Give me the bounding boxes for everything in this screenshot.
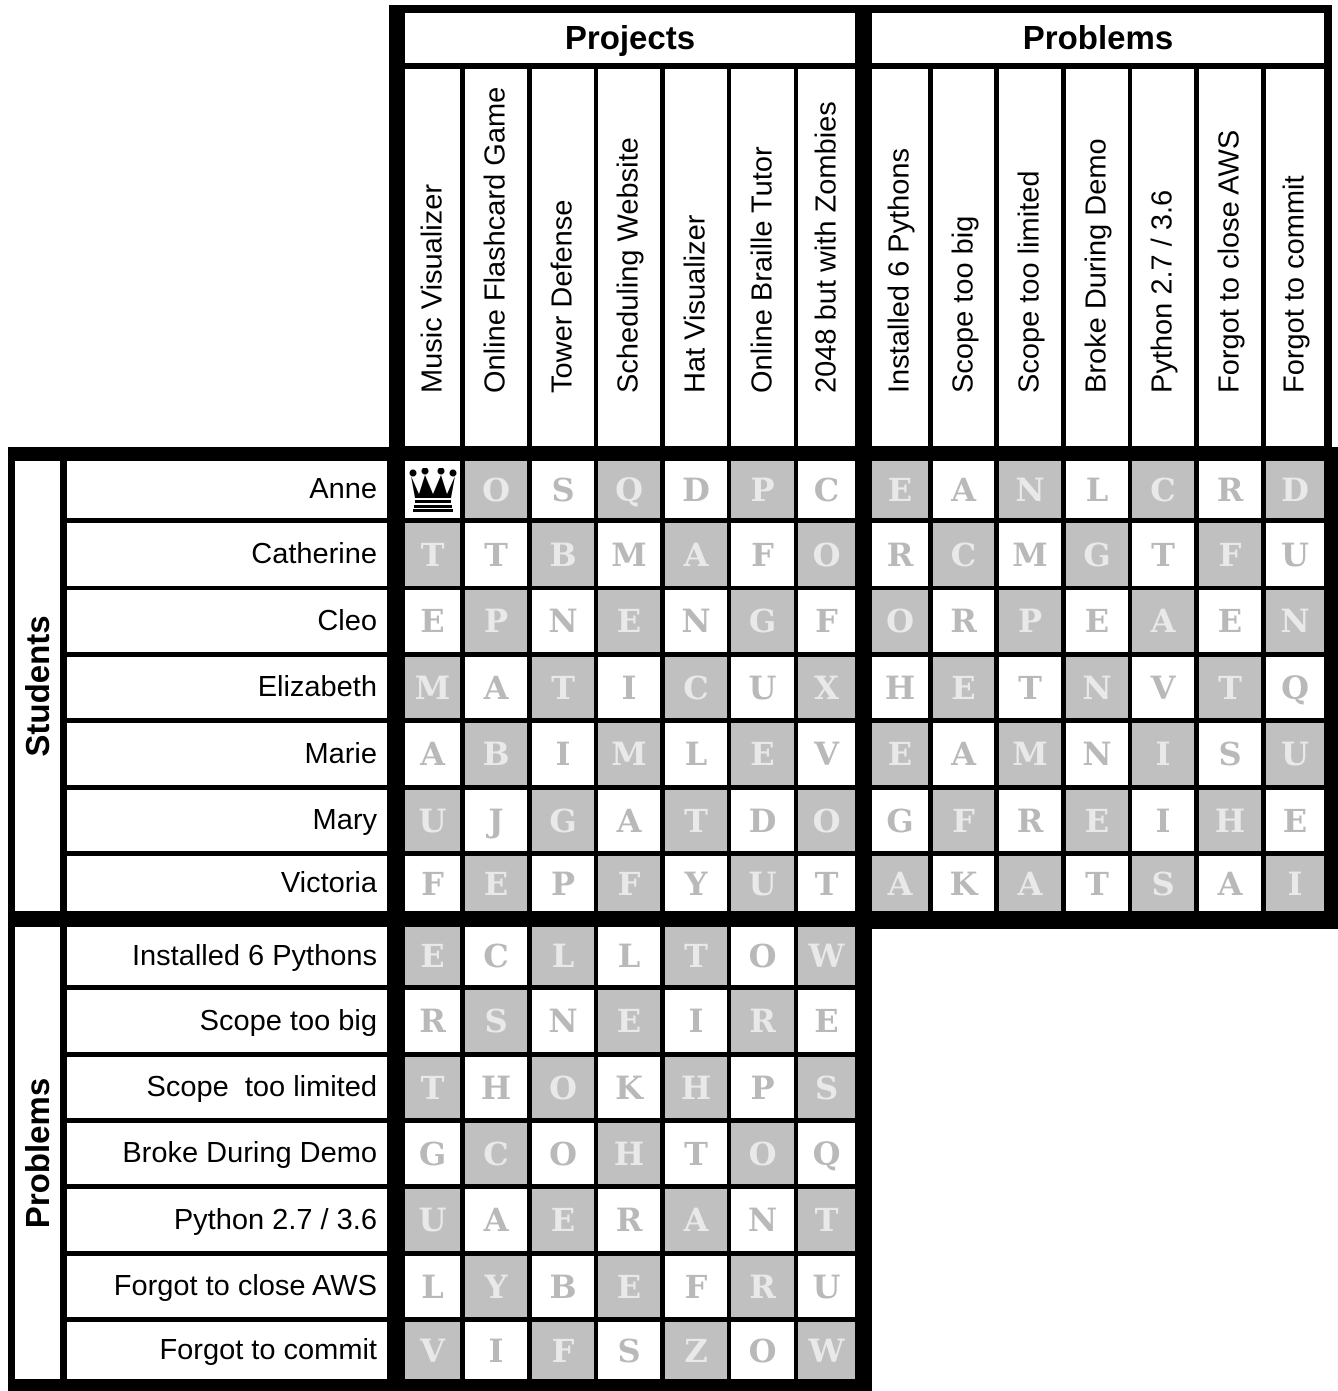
grid-cell[interactable]: C <box>465 927 527 985</box>
grid-cell[interactable]: Q <box>798 1123 855 1184</box>
grid-cell[interactable]: O <box>731 1123 794 1184</box>
column-header <box>798 69 855 446</box>
grid-cell[interactable]: T <box>665 790 727 851</box>
grid-cell[interactable]: I <box>465 1322 527 1379</box>
grid-cell[interactable]: A <box>1199 856 1261 911</box>
grid-cell[interactable]: A <box>465 657 527 718</box>
grid-cell[interactable]: Y <box>465 1256 527 1317</box>
grid-cell[interactable]: M <box>999 523 1061 586</box>
grid-cell[interactable]: M <box>598 723 660 785</box>
column-header-label: Music Visualizer <box>416 184 448 393</box>
column-header-label: Installed 6 Pythons <box>883 147 916 393</box>
row-header: Anne <box>67 461 387 518</box>
column-header <box>1199 69 1261 446</box>
grid-cell[interactable]: O <box>798 790 855 851</box>
column-header <box>405 69 460 446</box>
column-header <box>665 69 727 446</box>
grid-cell[interactable]: W <box>798 1322 855 1379</box>
grid-cell[interactable]: O <box>532 1123 594 1184</box>
grid-cell[interactable]: V <box>1132 657 1194 718</box>
row-header: Python 2.7 / 3.6 <box>67 1189 387 1251</box>
grid-cell[interactable]: U <box>1266 523 1324 586</box>
grid-cell[interactable]: E <box>1266 790 1324 851</box>
grid-cell[interactable]: T <box>999 657 1061 718</box>
grid-cell[interactable]: N <box>999 461 1061 518</box>
grid-cell[interactable]: V <box>798 723 855 785</box>
grid-cell[interactable]: U <box>798 1256 855 1317</box>
grid-cell[interactable]: F <box>1199 523 1261 586</box>
grid-cell[interactable]: A <box>665 1189 727 1251</box>
grid-cell[interactable]: R <box>1199 461 1261 518</box>
grid-cell[interactable]: R <box>933 590 994 652</box>
grid-cell[interactable]: E <box>598 990 660 1052</box>
grid-cell[interactable]: T <box>1132 523 1194 586</box>
column-header-label: Forgot to commit <box>1278 175 1311 393</box>
grid-cell[interactable]: F <box>598 856 660 911</box>
grid-cell[interactable]: I <box>1132 723 1194 785</box>
grid-cell[interactable]: S <box>1132 856 1194 911</box>
grid-cell[interactable]: E <box>798 990 855 1052</box>
column-header-label: Online Flashcard Game <box>479 86 512 393</box>
grid-cell[interactable]: K <box>598 1057 660 1118</box>
grid-cell[interactable]: E <box>933 657 994 718</box>
grid-cell[interactable]: T <box>798 856 855 911</box>
column-header-label: Python 2.7 / 3.6 <box>1146 189 1179 393</box>
grid-cell[interactable]: I <box>598 657 660 718</box>
column-header <box>999 69 1061 446</box>
grid-cell[interactable]: O <box>465 461 527 518</box>
row-header: Cleo <box>67 590 387 652</box>
column-header <box>1132 69 1194 446</box>
grid-cell[interactable]: M <box>999 723 1061 785</box>
grid-cell[interactable]: C <box>933 523 994 586</box>
grid-cell[interactable]: E <box>1066 590 1128 652</box>
grid-cell[interactable]: T <box>405 523 460 586</box>
grid-cell[interactable]: I <box>1132 790 1194 851</box>
projects-group-title: Projects <box>405 13 855 63</box>
grid-cell[interactable]: N <box>665 590 727 652</box>
grid-cell[interactable]: T <box>465 523 527 586</box>
grid-cell[interactable]: L <box>405 1256 460 1317</box>
column-header-label: Forgot to close AWS <box>1213 129 1246 393</box>
grid-cell[interactable]: Q <box>1266 657 1324 718</box>
grid-cell[interactable]: P <box>532 856 594 911</box>
grid-cell[interactable]: T <box>798 1189 855 1251</box>
column-header-label: Scheduling Website <box>612 137 645 393</box>
column-header <box>1066 69 1128 446</box>
column-header-label: Hat Visualizer <box>679 214 712 393</box>
grid-cell[interactable]: F <box>933 790 994 851</box>
crown-icon <box>407 468 459 512</box>
grid-cell[interactable]: I <box>532 723 594 785</box>
column-header <box>465 69 527 446</box>
grid-cell[interactable]: G <box>872 790 928 851</box>
grid-cell[interactable]: E <box>598 590 660 652</box>
grid-cell[interactable]: A <box>405 723 460 785</box>
grid-cell[interactable]: T <box>1199 657 1261 718</box>
grid-cell[interactable]: L <box>532 927 594 985</box>
column-header <box>532 69 594 446</box>
grid-cell[interactable]: S <box>798 1057 855 1118</box>
column-header <box>872 69 928 446</box>
problems-group-title: Problems <box>872 13 1324 63</box>
grid-cell[interactable]: G <box>731 590 794 652</box>
grid-cell[interactable]: H <box>872 657 928 718</box>
grid-cell[interactable]: P <box>465 590 527 652</box>
row-header: Catherine <box>67 523 387 586</box>
grid-cell[interactable]: T <box>665 927 727 985</box>
grid-cell[interactable]: P <box>731 461 794 518</box>
grid-cell[interactable]: U <box>731 856 794 911</box>
grid-cell[interactable]: I <box>665 990 727 1052</box>
column-header <box>933 69 994 446</box>
column-header <box>731 69 794 446</box>
row-header: Victoria <box>67 856 387 911</box>
grid-cell[interactable]: R <box>731 990 794 1052</box>
grid-cell[interactable]: N <box>731 1189 794 1251</box>
row-header: Forgot to commit <box>67 1322 387 1379</box>
row-header: Broke During Demo <box>67 1123 387 1184</box>
row-header: Scope too limited <box>67 1057 387 1118</box>
grid-cell[interactable]: N <box>1066 657 1128 718</box>
grid-cell[interactable]: C <box>1132 461 1194 518</box>
row-header: Scope too big <box>67 990 387 1052</box>
grid-cell[interactable]: R <box>731 1256 794 1317</box>
grid-cell[interactable]: N <box>1066 723 1128 785</box>
grid-cell[interactable]: E <box>598 1256 660 1317</box>
grid-cell[interactable]: T <box>532 657 594 718</box>
grid-cell[interactable]: T <box>665 1123 727 1184</box>
grid-cell[interactable]: F <box>798 590 855 652</box>
grid-cell[interactable]: O <box>731 927 794 985</box>
grid-cell[interactable]: P <box>731 1057 794 1118</box>
grid-cell[interactable]: N <box>532 990 594 1052</box>
grid-cell[interactable]: O <box>731 1322 794 1379</box>
grid-cell[interactable]: S <box>1199 723 1261 785</box>
grid-cell[interactable]: E <box>405 927 460 985</box>
grid-cell[interactable]: G <box>1066 523 1128 586</box>
grid-cell[interactable]: R <box>872 523 928 586</box>
column-header-label: Broke During Demo <box>1080 138 1113 393</box>
grid-cell[interactable]: E <box>1199 590 1261 652</box>
grid-cell[interactable]: S <box>532 461 594 518</box>
grid-cell[interactable]: B <box>532 1256 594 1317</box>
grid-cell[interactable]: T <box>405 1057 460 1118</box>
grid-cell[interactable]: Y <box>665 856 727 911</box>
students-side-label: Students <box>15 461 60 911</box>
row-header: Marie <box>67 723 387 785</box>
grid-cell[interactable]: L <box>665 723 727 785</box>
grid-cell[interactable]: A <box>665 523 727 586</box>
grid-cell[interactable]: O <box>798 523 855 586</box>
grid-cell[interactable]: A <box>999 856 1061 911</box>
grid-cell[interactable]: H <box>598 1123 660 1184</box>
grid-cell[interactable]: M <box>405 657 460 718</box>
grid-cell[interactable]: G <box>405 1123 460 1184</box>
grid-cell[interactable]: O <box>532 1057 594 1118</box>
column-header-label: Scope too big <box>947 215 979 393</box>
column-header-label: 2048 but with Zombies <box>810 101 842 393</box>
column-header-label: Scope too limited <box>1013 170 1046 393</box>
grid-cell[interactable]: T <box>1066 856 1128 911</box>
grid-cell[interactable]: L <box>1066 461 1128 518</box>
grid-cell[interactable]: I <box>1266 856 1324 911</box>
problems-side-label: Problems <box>15 927 60 1379</box>
grid-cell[interactable]: F <box>532 1322 594 1379</box>
grid-cell[interactable]: H <box>665 1057 727 1118</box>
grid-cell[interactable]: P <box>999 590 1061 652</box>
column-header <box>1266 69 1324 446</box>
grid-cell[interactable]: N <box>1266 590 1324 652</box>
grid-cell[interactable]: K <box>933 856 994 911</box>
grid-cell[interactable]: J <box>465 790 527 851</box>
grid-cell[interactable]: U <box>1266 723 1324 785</box>
grid-cell[interactable]: C <box>798 461 855 518</box>
grid-cell[interactable]: D <box>731 790 794 851</box>
row-header: Installed 6 Pythons <box>67 927 387 985</box>
grid-cell[interactable]: R <box>999 790 1061 851</box>
grid-cell[interactable]: R <box>598 1189 660 1251</box>
grid-cell[interactable]: C <box>465 1123 527 1184</box>
grid-cell[interactable]: A <box>933 723 994 785</box>
grid-cell[interactable]: D <box>1266 461 1324 518</box>
row-header: Mary <box>67 790 387 851</box>
grid-cell[interactable]: E <box>532 1189 594 1251</box>
grid-cell[interactable]: F <box>665 1256 727 1317</box>
grid-cell[interactable]: Z <box>665 1322 727 1379</box>
grid-cell[interactable]: E <box>1066 790 1128 851</box>
grid-cell[interactable]: H <box>465 1057 527 1118</box>
grid-cell[interactable]: O <box>872 590 928 652</box>
grid-cell[interactable]: D <box>665 461 727 518</box>
grid-cell[interactable]: A <box>872 856 928 911</box>
grid-cell[interactable]: S <box>598 1322 660 1379</box>
grid-cell[interactable]: W <box>798 927 855 985</box>
grid-cell[interactable]: H <box>1199 790 1261 851</box>
row-header: Forgot to close AWS <box>67 1256 387 1317</box>
grid-cell[interactable]: N <box>532 590 594 652</box>
grid-cell[interactable]: V <box>405 1322 460 1379</box>
grid-cell[interactable]: F <box>731 523 794 586</box>
row-header: Elizabeth <box>67 657 387 718</box>
grid-cell[interactable]: C <box>665 657 727 718</box>
grid-cell[interactable]: A <box>1132 590 1194 652</box>
grid-cell[interactable]: M <box>598 523 660 586</box>
grid-cell[interactable]: A <box>465 1189 527 1251</box>
grid-cell[interactable]: B <box>465 723 527 785</box>
grid-cell[interactable]: G <box>532 790 594 851</box>
grid-cell[interactable]: L <box>598 927 660 985</box>
grid-cell[interactable]: E <box>872 461 928 518</box>
grid-cell-crown[interactable] <box>405 461 460 518</box>
grid-cell[interactable]: U <box>405 1189 460 1251</box>
grid-cell[interactable]: Q <box>598 461 660 518</box>
grid-cell[interactable]: B <box>532 523 594 586</box>
grid-cell[interactable]: S <box>465 990 527 1052</box>
grid-cell[interactable]: A <box>598 790 660 851</box>
grid-cell[interactable]: A <box>933 461 994 518</box>
grid-cell[interactable]: E <box>872 723 928 785</box>
grid-cell[interactable]: X <box>798 657 855 718</box>
grid-cell[interactable]: U <box>731 657 794 718</box>
grid-cell[interactable]: E <box>405 590 460 652</box>
grid-cell[interactable]: E <box>465 856 527 911</box>
grid-cell[interactable]: R <box>405 990 460 1052</box>
grid-cell[interactable]: U <box>405 790 460 851</box>
column-header <box>598 69 660 446</box>
grid-cell[interactable]: F <box>405 856 460 911</box>
column-header-label: Online Braille Tutor <box>746 146 778 393</box>
column-header-label: Tower Defense <box>546 199 579 393</box>
grid-cell[interactable]: E <box>731 723 794 785</box>
